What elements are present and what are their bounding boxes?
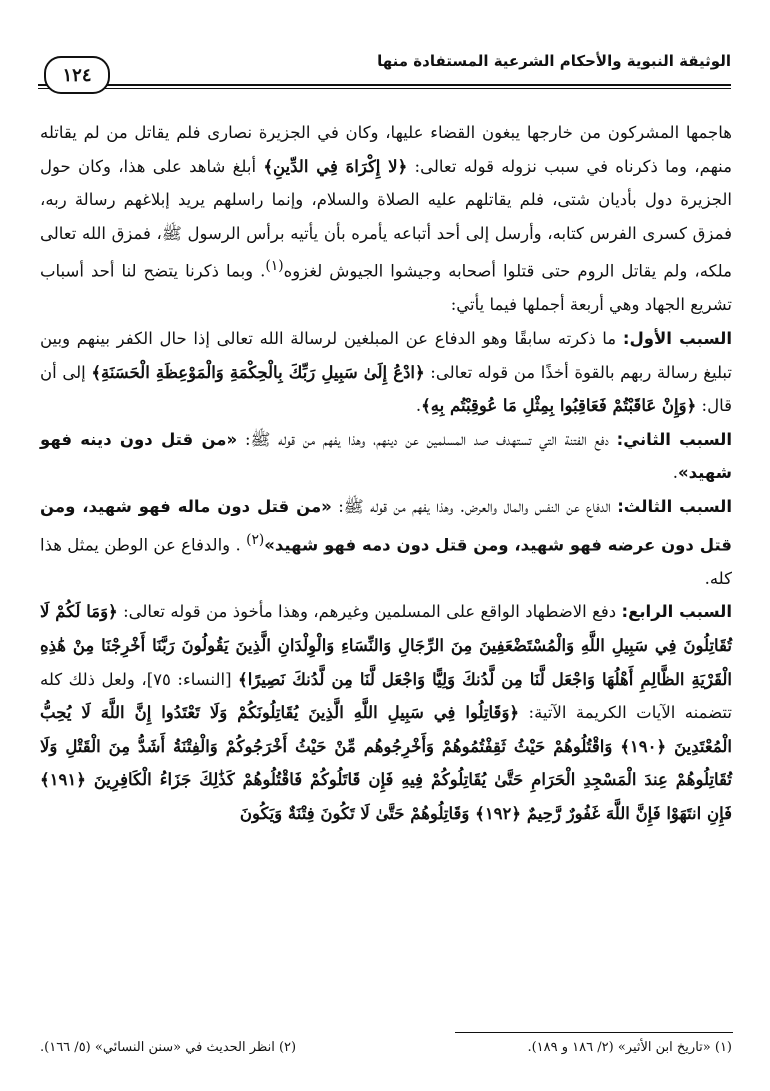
text-run: دفع الفتنة التي تستهدف صد المسلمين عن دينهم، وهذا يفهم من قوله ﷺ:: [244, 429, 609, 449]
footnote-ref: (١): [265, 258, 284, 275]
hadith-quote: «من قتل دون دينه فهو شهيد»: [40, 429, 732, 483]
cause-label: السبب الأول:: [622, 329, 732, 349]
main-text: [40, 116, 732, 830]
verse-reference: [النساء: ٧٥]: [146, 669, 232, 689]
quran-quote: ﴿لا إِكْرَاهَ فِي الدِّينِ﴾: [263, 156, 408, 176]
text-run: ما ذكرته سابقًا وهو الدفاع عن المبلغين لرسالة الله تعالى إذا حال الكفر بينهم وبين تبليغ رسالة ربهم بالقوة أخذًا من قوله تعالى:: [40, 329, 733, 382]
text-run: ، ولعل ذلك كله تتضمنه الآيات الكريمة الآتية:: [40, 669, 733, 723]
text-run: .: [415, 396, 422, 416]
text-run: . وبما ذكرنا يتضح لنا أحد أسباب تشريع الجهاد وهي أربعة أجملها فيما يأتي:: [40, 261, 732, 315]
paragraph-intro: [40, 116, 732, 322]
footnote-2: (٢) انظر الحديث في «سنن النسائي» (٥/ ١٦٦).: [40, 1040, 297, 1055]
page-number-frame: [38, 48, 170, 90]
quran-quote: ﴿وَإِنْ عَاقَبْتُمْ فَعَاقِبُوا بِمِثْلِ مَا عُوقِبْتُم بِهِ﴾: [421, 396, 697, 416]
text-run: .: [672, 463, 678, 483]
cause-label: السبب الرابع:: [621, 602, 732, 622]
page-number: ١٢٤: [44, 56, 110, 94]
text-run: دفع الاضطهاد الواقع على المسلمين وغيرهم، وهذا مأخوذ من قوله تعالى:: [123, 602, 617, 622]
footnote-ref: (٢): [246, 531, 265, 548]
text-run: هاجمها المشركون من خارجها يبغون القضاء عليها، وكان في الجزيرة نصارى فلم يقاتل من لم يقاتله منهم، وما ذكرناه في سبب نزوله قوله تعالى:: [40, 123, 732, 176]
quran-quote: ﴿وَمَا لَكُمْ لَا تُقَاتِلُونَ فِي سَبِيلِ اللَّهِ وَالْمُسْتَضْعَفِينَ مِنَ الرِّجَالِ وَالنِّسَاءِ وَالْوِلْدَانِ الَّذِينَ يَقُولُونَ رَبَّنَا أَخْرِجْنَا مِنْ هَٰذِهِ الْقَرْيَةِ الظَّالِمِ أَهْلُهَا وَاجْعَل لَّنَا مِن لَّدُنكَ وَلِيًّا وَاجْعَل لَّنَا مِن لَّدُنكَ نَصِيرًا﴾: [40, 602, 733, 689]
cause-label: السبب الثاني:: [616, 429, 733, 449]
text-run: الدفاع عن النفس والمال والعرض. وهذا يفهم من قوله ﷺ:: [338, 497, 611, 517]
running-title: الوثيقة النبوية والأحكام الشرعية المستفادة منها: [377, 52, 731, 70]
hadith-quote: «من قتل دون ماله فهو شهيد، ومن قتل دون عرضه فهو شهيد، ومن قتل دون دمه فهو شهيد»: [40, 497, 732, 555]
footnotes: [40, 1040, 732, 1055]
paragraph-cause-2: [40, 423, 732, 490]
page-header: [38, 48, 731, 104]
text-run: إلى أن قال:: [40, 362, 732, 416]
footnote-1: (١) «تاريخ ابن الأثير» (٢/ ١٨٦ و ١٨٩).: [527, 1040, 732, 1055]
text-run: أبلغ شاهد على هذا، وكان حول الجزيرة دول بأديان شتى، فلم يقاتلهم عليه الصلاة والسلام، وإنما راسلهم يريد إبلاغهم رسالة ربه، فمزق كسرى الفرس كتابه، وأرسل إلى أحد أتباعه يأمره بأن يأتيه برأس الرسول ﷺ، فمزق الله تعالى ملكه، ولم يقاتل الروم حتى قتلوا أصحابه وجيشوا الجيوش لغزوه: [40, 156, 732, 281]
paragraph-cause-4: [40, 595, 732, 830]
paragraph-cause-3: [40, 490, 732, 595]
quran-quote: ﴿ادْعُ إِلَىٰ سَبِيلِ رَبِّكَ بِالْحِكْمَةِ وَالْمَوْعِظَةِ الْحَسَنَةِ﴾: [91, 362, 425, 382]
cause-label: السبب الثالث:: [617, 497, 732, 517]
text-run: . والدفاع عن الوطن يمثل هذا كله.: [40, 535, 732, 588]
quran-verses: ﴿وَقَاتِلُوا فِي سَبِيلِ اللَّهِ الَّذِينَ يُقَاتِلُونَكُمْ وَلَا تَعْتَدُوا إِنَّ اللَّهَ لَا يُحِبُّ الْمُعْتَدِينَ ﴿١٩٠﴾ وَاقْتُلُوهُمْ حَيْثُ ثَقِفْتُمُوهُمْ وَأَخْرِجُوهُم مِّنْ حَيْثُ أَخْرَجُوكُمْ وَالْفِتْنَةُ أَشَدُّ مِنَ الْقَتْلِ وَلَا تُقَاتِلُوهُمْ عِندَ الْمَسْجِدِ الْحَرَامِ حَتَّىٰ يُقَاتِلُوكُمْ فِيهِ فَإِن قَاتَلُوكُمْ فَاقْتُلُوهُمْ كَذَٰلِكَ جَزَاءُ الْكَافِرِينَ ﴿١٩١﴾ فَإِنِ انتَهَوْا فَإِنَّ اللَّهَ غَفُورٌ رَّحِيمٌ ﴿١٩٢﴾ وَقَاتِلُوهُمْ حَتَّىٰ لَا تَكُونَ فِتْنَةٌ وَيَكُونَ: [40, 703, 732, 823]
footnote-separator: [455, 1032, 733, 1033]
paragraph-cause-1: [40, 322, 732, 423]
